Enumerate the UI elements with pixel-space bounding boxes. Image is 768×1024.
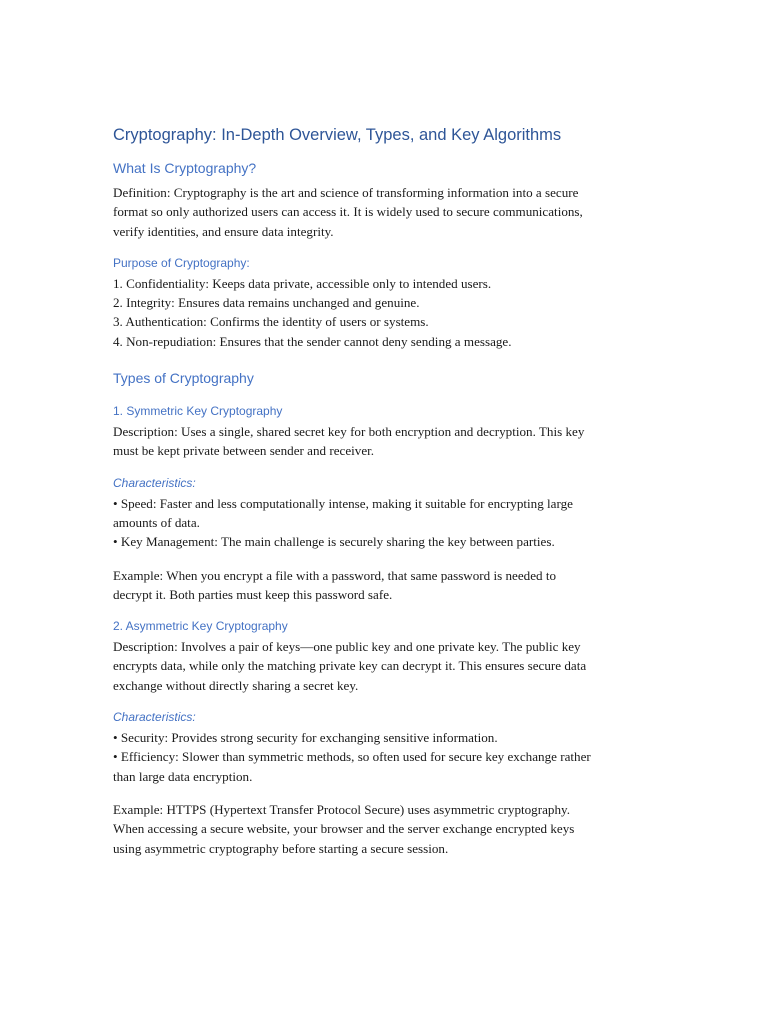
characteristic-line: • Speed: Faster and less computationally intense, making it suitable for encrypting large <box>113 495 573 511</box>
purpose-list <box>113 274 653 351</box>
example-line: When accessing a secure website, your browser and the server exchange encrypted keys <box>113 821 575 837</box>
list-item: 4. Non-repudiation: Ensures that the sender cannot deny sending a message. <box>113 333 512 349</box>
list-item: 3. Authentication: Confirms the identity of users or systems. <box>113 314 429 330</box>
list-item: 1. Confidentiality: Keeps data private, accessible only to intended users. <box>113 275 492 291</box>
description-line: Description: Uses a single, shared secret key for both encryption and decryption. This key <box>113 424 585 440</box>
characteristic-line: • Security: Provides strong security for exchanging sensitive information. <box>113 730 498 746</box>
characteristic-line: amounts of data. <box>113 514 200 530</box>
characteristic-line: than large data encryption. <box>113 768 253 784</box>
asymmetric-characteristics-heading: Characteristics: <box>113 710 196 725</box>
symmetric-characteristics-heading: Characteristics: <box>113 475 196 490</box>
document-page <box>113 124 653 858</box>
description-line: Description: Involves a pair of keys—one public key and one private key. The public key <box>113 639 581 655</box>
section-heading-types: Types of Cryptography <box>113 370 254 387</box>
example-line: Example: When you encrypt a file with a password, that same password is needed to <box>113 567 557 583</box>
purpose-heading: Purpose of Cryptography: <box>113 255 250 270</box>
list-item: 2. Integrity: Ensures data remains unchanged and genuine. <box>113 295 420 311</box>
description-line: encrypts data, while only the matching private key can decrypt it. This ensures secure data <box>113 658 587 674</box>
section-heading-what-is: What Is Cryptography? <box>113 160 257 176</box>
symmetric-characteristics <box>113 494 653 552</box>
description-line: exchange without directly sharing a secret key. <box>113 677 359 693</box>
example-line: using asymmetric cryptography before starting a secure session. <box>113 840 449 856</box>
symmetric-heading: 1. Symmetric Key Cryptography <box>113 404 283 419</box>
example-line: decrypt it. Both parties must keep this password safe. <box>113 586 393 602</box>
characteristic-line: • Efficiency: Slower than symmetric methods, so often used for secure key exchange rather <box>113 749 591 765</box>
example-line: Example: HTTPS (Hypertext Transfer Protocol Secure) uses asymmetric cryptography. <box>113 801 570 817</box>
asymmetric-heading: 2. Asymmetric Key Cryptography <box>113 619 288 634</box>
document-title: Cryptography: In-Depth Overview, Types, and Key Algorithms <box>113 126 562 144</box>
definition-paragraph <box>113 183 653 241</box>
description-line: must be kept private between sender and receiver. <box>113 443 375 459</box>
asymmetric-example <box>113 800 653 858</box>
symmetric-description <box>113 422 653 461</box>
definition-line: Definition: Cryptography is the art and science of transforming information into a secure <box>113 185 579 200</box>
symmetric-example <box>113 566 653 605</box>
asymmetric-description <box>113 637 653 695</box>
characteristic-line: • Key Management: The main challenge is securely sharing the key between parties. <box>113 534 555 550</box>
asymmetric-characteristics <box>113 728 653 786</box>
definition-line: format so only authorized users can access it. It is widely used to secure communications, <box>113 204 583 220</box>
definition-line: verify identities, and ensure data integrity. <box>113 223 334 239</box>
